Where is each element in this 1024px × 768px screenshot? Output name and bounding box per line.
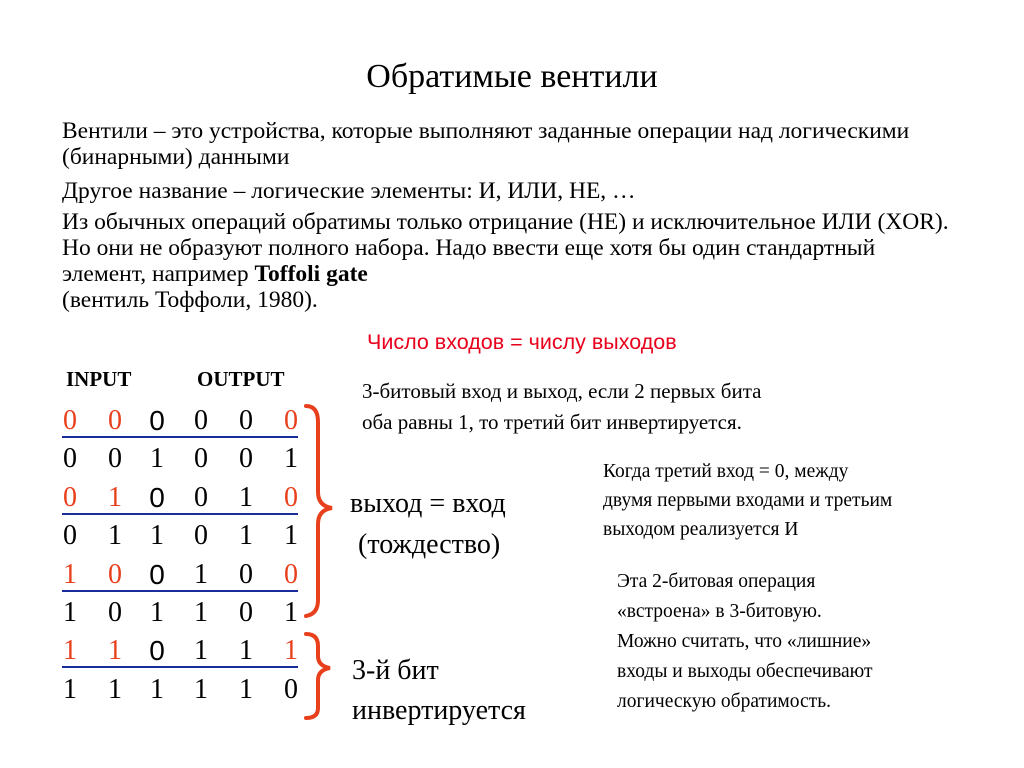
note-embed [617, 567, 873, 717]
table-cell: 1 [63, 673, 77, 705]
table-cell: 1 [63, 596, 77, 628]
note-embed-line1: Эта 2-битовая операция [617, 571, 816, 592]
table-cell: 0 [284, 481, 298, 513]
table-cell: 0 [149, 558, 165, 590]
toffoli-gate-term: Toffoli gate [254, 261, 368, 287]
table-cell: 1 [150, 596, 164, 628]
table-cell: 1 [284, 520, 298, 552]
table-cell: 0 [194, 405, 208, 436]
table-cell: 0 [108, 443, 122, 475]
table-cell: 1 [108, 673, 122, 705]
table-cell: 0 [63, 481, 77, 513]
truth-table [55, 402, 305, 709]
table-cell: 1 [108, 635, 122, 667]
brace-graphics [300, 400, 340, 730]
note-bits-line1: 3-битовый вход и выход, если 2 первых бита [362, 379, 762, 403]
invert-label-line1: 3-й бит [352, 655, 439, 686]
note-and-line1: Когда третий вход = 0, между [603, 461, 849, 482]
invert-brace [306, 634, 330, 718]
table-cell: 1 [239, 520, 253, 552]
inputs-equals-outputs-note: Число входов = числу выходов [367, 330, 677, 354]
table-cell: 1 [194, 635, 208, 667]
paragraph-logic-elements: Другое название – логические элементы: И, ИЛИ, НЕ, … [62, 178, 636, 204]
invert-label-line2: инвертируется [352, 695, 526, 726]
table-cell: 1 [239, 481, 253, 513]
table-row [55, 671, 305, 709]
identity-brace [306, 406, 332, 616]
table-cell: 0 [194, 481, 208, 513]
table-cell: 0 [239, 405, 253, 436]
note-and [603, 457, 892, 544]
header-output: OUTPUT [197, 367, 285, 391]
row-underline [62, 590, 298, 592]
table-cell: 1 [150, 673, 164, 705]
note-and-line2: двумя первыми входами и третьим [603, 490, 893, 511]
note-embed-line5: логическую обратимость. [617, 691, 831, 712]
paragraph-gates-definition: Вентили – это устройства, которые выполняют заданные операции над логическими (бинарными) данными [62, 118, 910, 170]
table-row [55, 440, 305, 478]
note-bits-line2: оба равны 1, то третий бит инвертируется. [362, 410, 742, 434]
table-row [55, 479, 305, 517]
table-cell: 1 [194, 673, 208, 705]
table-cell: 0 [194, 443, 208, 475]
table-row [55, 402, 305, 440]
identity-label-line1: выход = вход [350, 488, 506, 519]
note-embed-line2: «встроена» в 3-битовую. [617, 601, 822, 622]
table-row [55, 594, 305, 632]
header-input: INPUT [66, 367, 132, 391]
paragraph-reversible-ops [62, 209, 962, 313]
table-cell: 1 [108, 481, 122, 513]
table-cell: 0 [239, 558, 253, 590]
table-cell: 0 [63, 520, 77, 552]
table-cell: 0 [108, 558, 122, 590]
table-cell: 1 [239, 635, 253, 667]
table-cell: 1 [63, 635, 77, 667]
table-cell: 1 [150, 520, 164, 552]
table-cell: 0 [108, 405, 122, 436]
page-title: Обратимые вентили [366, 58, 658, 95]
table-cell: 0 [284, 673, 298, 705]
table-cell: 1 [194, 596, 208, 628]
table-cell: 0 [239, 443, 253, 475]
table-cell: 0 [284, 405, 298, 436]
table-cell: 0 [149, 481, 165, 513]
note-embed-line3: Можно считать, что «лишние» [617, 631, 872, 652]
identity-label-line2: (тождество) [358, 529, 501, 560]
table-cell: 0 [63, 405, 77, 436]
row-underline [62, 666, 298, 668]
table-cell: 0 [239, 596, 253, 628]
table-cell: 1 [150, 443, 164, 475]
table-row [55, 556, 305, 594]
note-embed-line4: входы и выходы обеспечивают [617, 661, 873, 682]
table-cell: 1 [284, 635, 298, 667]
note-and-line3: выходом реализуется И [603, 519, 799, 540]
table-row [55, 517, 305, 555]
table-cell: 0 [149, 405, 165, 436]
table-row [55, 632, 305, 670]
table-cell: 1 [239, 673, 253, 705]
paragraph-reversible-end: (вентиль Тоффоли, 1980). [62, 287, 318, 313]
table-cell: 0 [194, 520, 208, 552]
row-underline [62, 436, 298, 438]
table-cell: 0 [108, 596, 122, 628]
table-cell: 0 [63, 443, 77, 475]
table-cell: 1 [284, 443, 298, 475]
table-cell: 0 [284, 558, 298, 590]
table-cell: 0 [149, 635, 165, 667]
table-cell: 1 [194, 558, 208, 590]
table-cell: 1 [63, 558, 77, 590]
table-cell: 1 [108, 520, 122, 552]
table-cell: 1 [284, 596, 298, 628]
row-underline [62, 513, 298, 515]
paragraph-reversible-text: Из обычных операций обратимы только отрицание (НЕ) и исключительное ИЛИ (XOR). Но они не образуют полного набора. Надо ввести еще хотя бы один стандартный элемент, например [62, 209, 949, 287]
